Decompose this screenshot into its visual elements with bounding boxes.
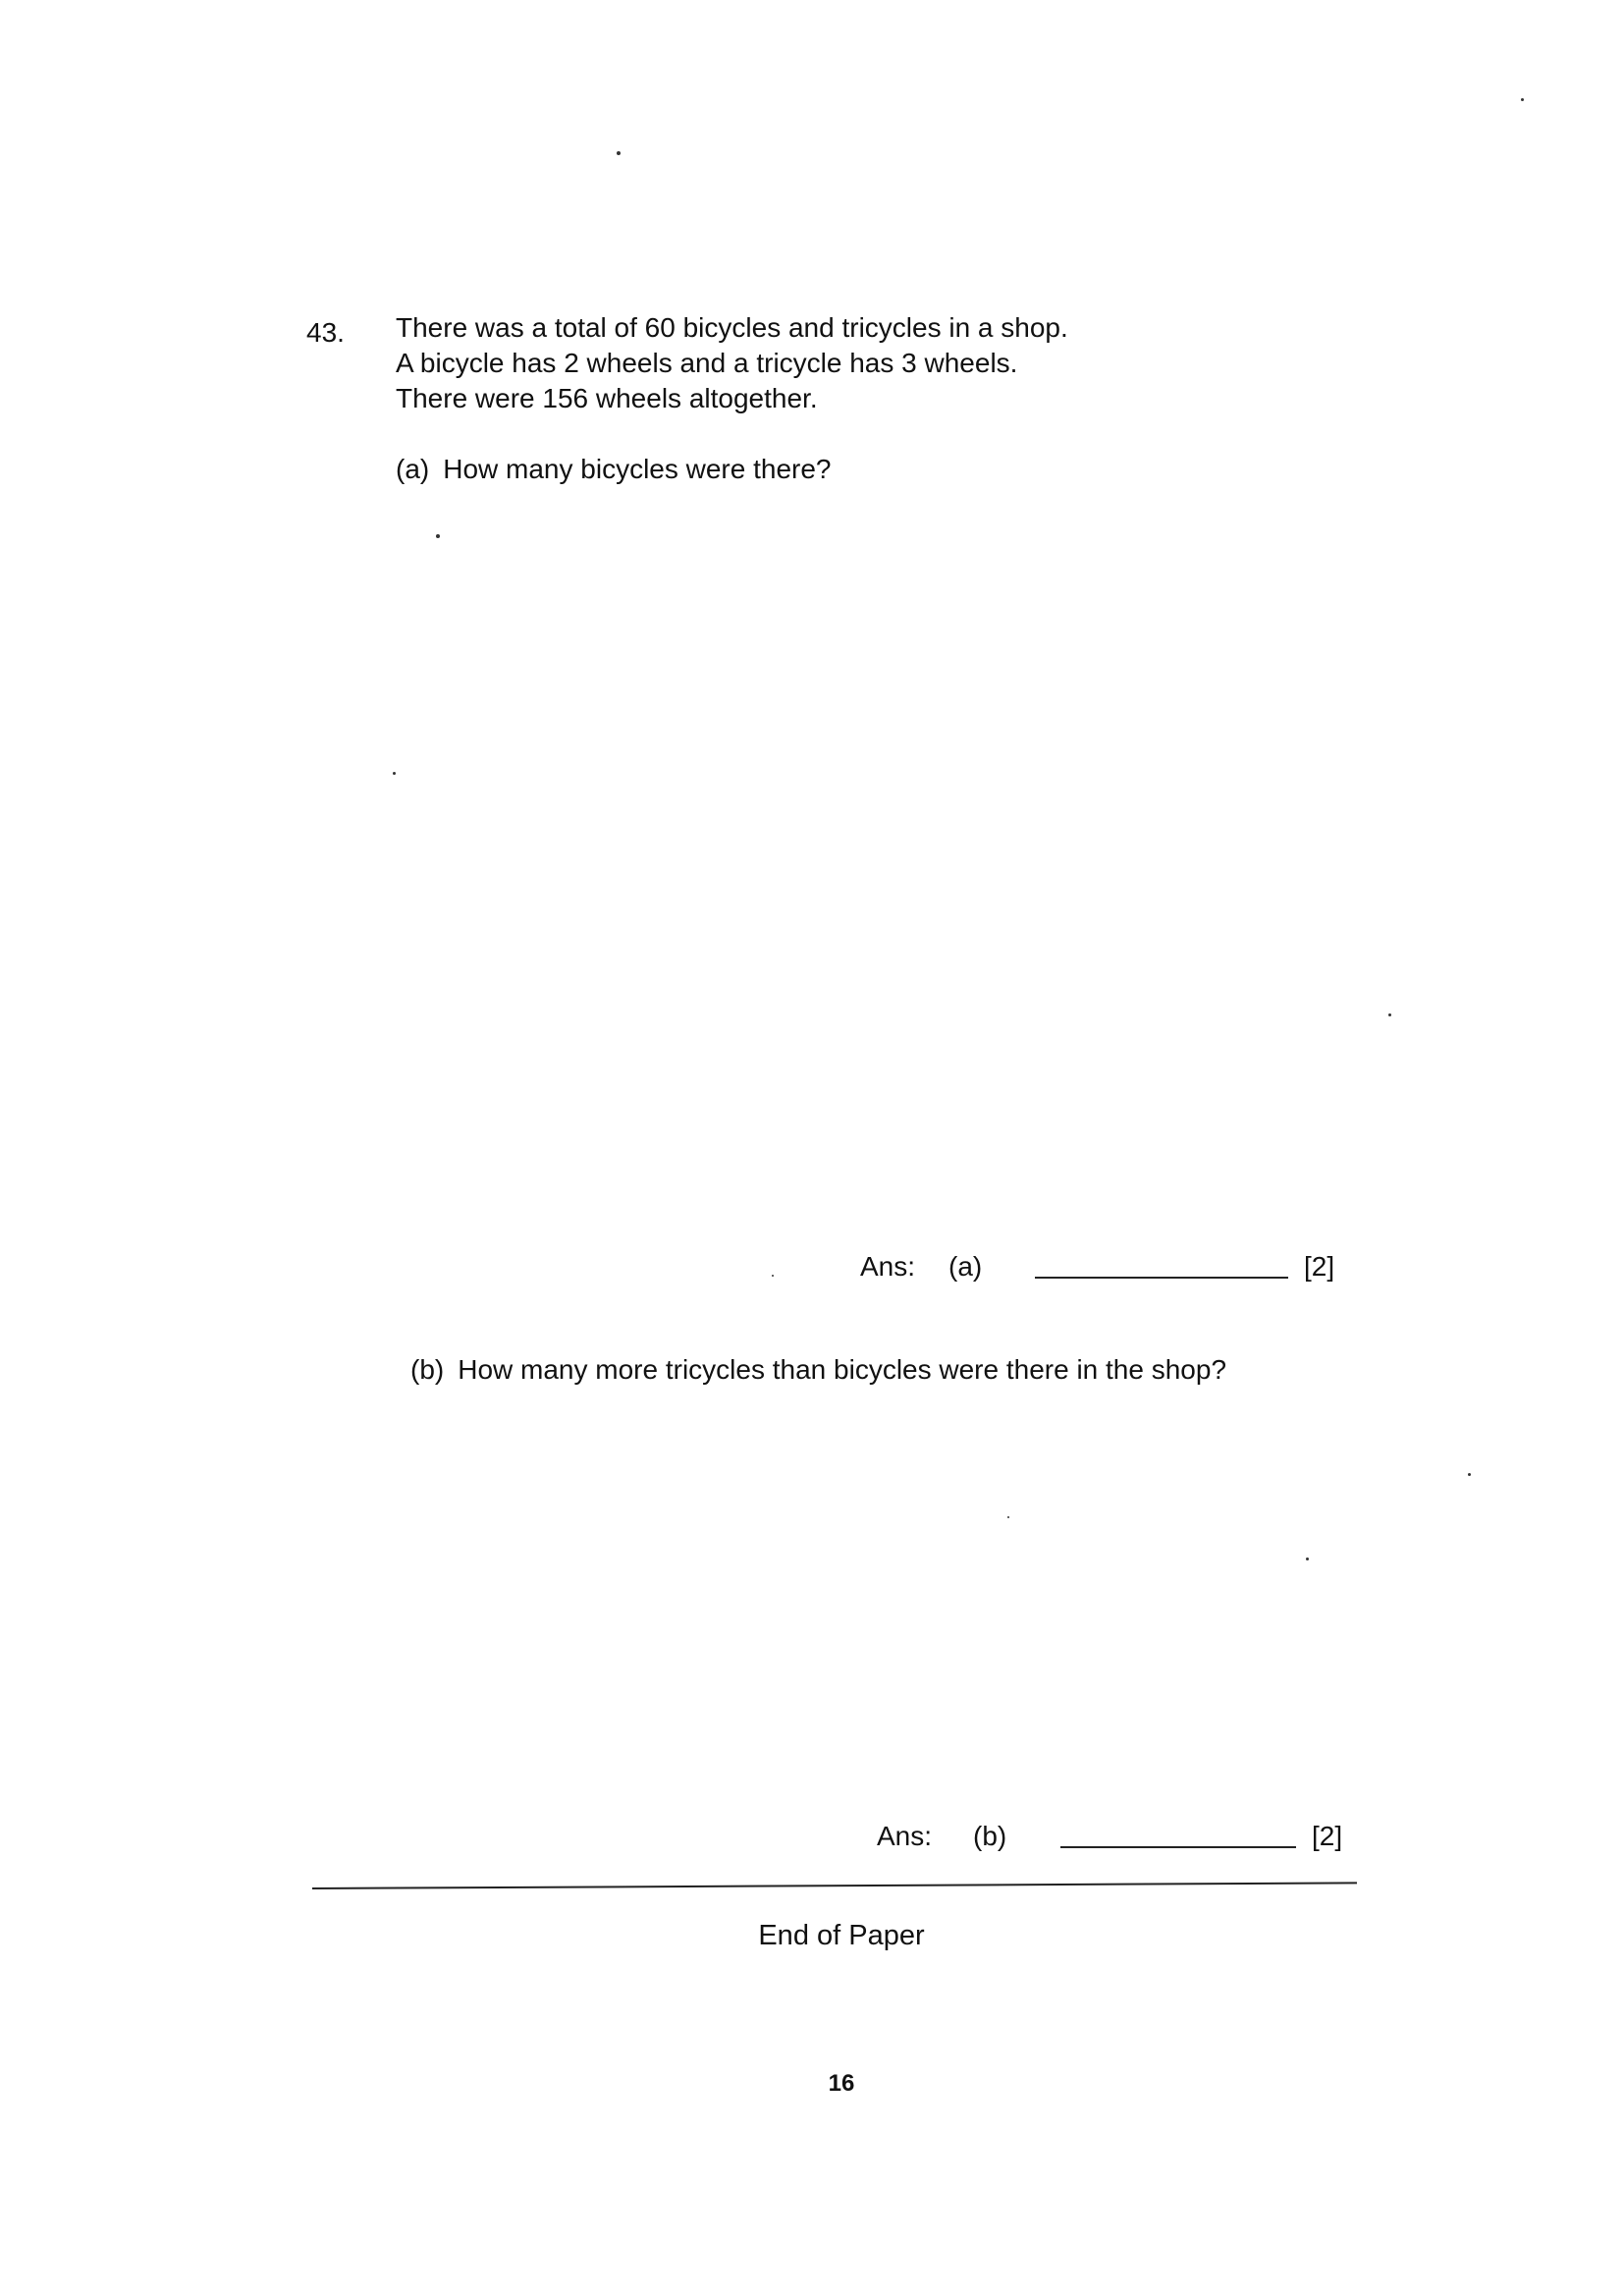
end-of-paper: End of Paper	[758, 1920, 925, 1951]
scan-speck	[1306, 1558, 1309, 1560]
part-a-label: (a)	[396, 454, 430, 484]
stem-line-3: There were 156 wheels altogether.	[396, 383, 818, 413]
scan-speck	[772, 1275, 774, 1277]
part-b-question	[410, 1354, 1226, 1386]
page-number: 16	[828, 2070, 855, 2097]
stem-line-2: A bicycle has 2 wheels and a tricycle has 3 wheels.	[396, 348, 1018, 378]
scan-speck	[1388, 1013, 1391, 1016]
answer-label-b: Ans:	[877, 1821, 933, 1851]
marks-b: [2]	[1312, 1821, 1343, 1851]
part-b-text: How many more tricycles than bicycles were there in the shop?	[458, 1354, 1227, 1385]
answer-label-a: Ans:	[860, 1251, 916, 1282]
scan-speck	[1521, 98, 1524, 101]
answer-line-b[interactable]	[1060, 1846, 1296, 1848]
part-a-question	[396, 454, 832, 485]
end-divider	[312, 1882, 1357, 1889]
stem-line-1: There was a total of 60 bicycles and tricycles in a shop.	[396, 312, 1068, 343]
answer-part-b: (b)	[973, 1821, 1007, 1851]
scan-speck	[1468, 1473, 1471, 1476]
part-a-text: How many bicycles were there?	[443, 454, 832, 484]
question-number: 43.	[306, 317, 345, 348]
scan-speck	[436, 534, 440, 538]
marks-a: [2]	[1304, 1251, 1335, 1282]
scan-speck	[617, 151, 621, 155]
scan-speck	[393, 772, 396, 775]
answer-part-a: (a)	[948, 1251, 983, 1282]
part-b-label: (b)	[410, 1354, 445, 1385]
question-stem	[396, 310, 1068, 416]
scan-speck	[1007, 1516, 1009, 1518]
answer-line-a[interactable]	[1035, 1277, 1288, 1279]
